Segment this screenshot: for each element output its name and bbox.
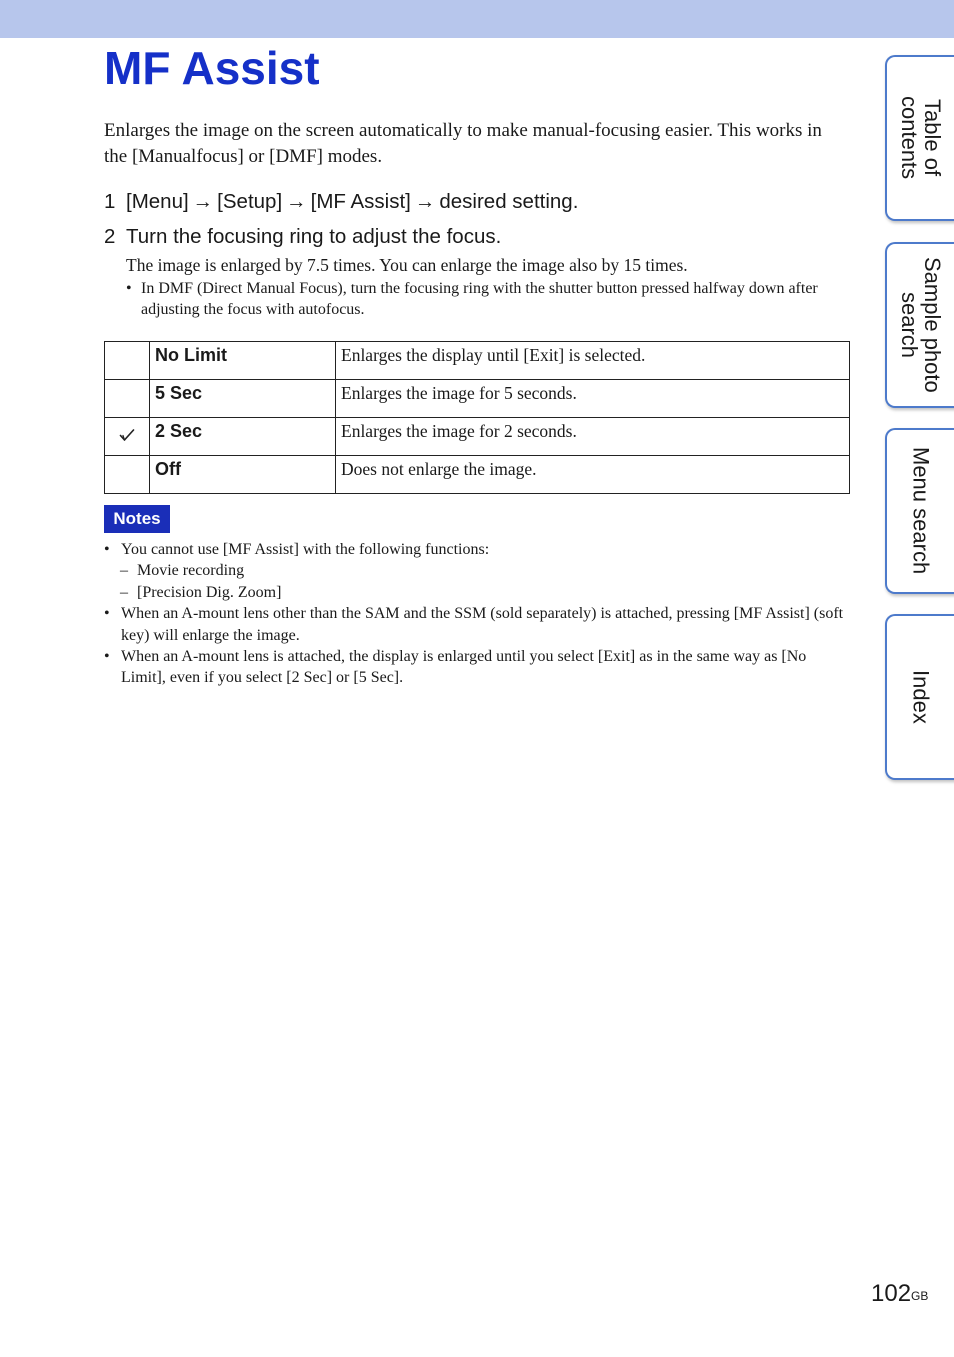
option-row: [105, 380, 850, 418]
step-number: 2: [104, 225, 116, 248]
option-description: Enlarges the image for 2 seconds.: [336, 418, 850, 456]
page-title: MF Assist: [104, 42, 320, 94]
tab-table-of-contents[interactable]: [885, 55, 954, 221]
note-sub-text: Movie recording: [137, 562, 245, 580]
header-band: [0, 0, 954, 38]
step-1: [104, 188, 578, 216]
option-check-cell: [105, 456, 150, 494]
option-description: Does not enlarge the image.: [336, 456, 850, 494]
note-item: [104, 603, 844, 646]
step-2-body: The image is enlarged by 7.5 times. You can enlarge the image also by 15 times.: [126, 255, 688, 275]
note-sub-item: [104, 560, 844, 581]
option-row: [105, 342, 850, 380]
arrow-right-icon: →: [414, 190, 436, 213]
step-2-bullet-text: In DMF (Direct Manual Focus), turn the focusing ring with the shutter button pressed halfway down after adjusting the focus with autofocus.: [141, 280, 818, 318]
intro-paragraph: Enlarges the image on the screen automatically to make manual-focusing easier. This works in the [Manualfocus] or [DMF] modes.: [104, 120, 822, 167]
page-number-suffix: GB: [911, 1289, 929, 1303]
bullet-icon: •: [104, 605, 110, 623]
notes-badge: Notes: [104, 505, 170, 533]
page-number-value: 102: [871, 1280, 912, 1307]
option-description: Enlarges the image for 5 seconds.: [336, 380, 850, 418]
option-description: Enlarges the display until [Exit] is selected.: [336, 342, 850, 380]
option-name: 5 Sec: [150, 380, 336, 418]
arrow-right-icon: →: [286, 190, 307, 213]
tab-menu-search[interactable]: [885, 428, 954, 594]
option-row: [105, 418, 850, 456]
note-item: [104, 539, 844, 560]
tab-label: Menu search: [908, 447, 934, 575]
option-name: Off: [150, 456, 336, 494]
menu-path-mf-assist: [MF Assist]: [310, 190, 411, 213]
tab-sample-photo-search[interactable]: [885, 242, 954, 408]
step-2: [104, 223, 501, 251]
option-check-cell: [105, 380, 150, 418]
notes-list: [104, 539, 844, 689]
dash-icon: –: [120, 583, 128, 601]
tab-label: Table of contents: [897, 96, 945, 180]
step-number: 1: [104, 190, 116, 213]
option-check-cell: [105, 342, 150, 380]
menu-path-setup: [Setup]: [217, 190, 283, 213]
arrow-right-icon: →: [192, 190, 214, 213]
menu-path-setting: desired setting.: [439, 190, 579, 213]
note-text: You cannot use [MF Assist] with the following functions:: [121, 541, 490, 558]
note-item: [104, 646, 844, 689]
checkmark-icon: [119, 428, 135, 442]
menu-path-menu: [Menu]: [126, 190, 189, 213]
option-check-cell: [105, 418, 150, 456]
option-name: No Limit: [150, 342, 336, 380]
note-text: When an A-mount lens is attached, the display is enlarged until you select [Exit] as in the same way as [No Limit], even if you select [2 Sec] or [5 Sec].: [121, 648, 807, 687]
note-sub-text: [Precision Dig. Zoom]: [137, 583, 282, 601]
note-text: When an A-mount lens other than the SAM and the SSM (sold separately) is attached, pressing [MF Assist] (soft key) will enlarge the image.: [121, 605, 844, 644]
bullet-icon: •: [126, 280, 132, 297]
options-table: [104, 341, 850, 494]
tab-index[interactable]: [885, 614, 954, 780]
bullet-icon: •: [104, 648, 110, 666]
option-row: [105, 456, 850, 494]
step-text: Turn the focusing ring to adjust the focus.: [126, 225, 502, 248]
option-name: 2 Sec: [150, 418, 336, 456]
dash-icon: –: [120, 562, 128, 580]
bullet-icon: •: [104, 541, 110, 558]
tab-label: Index: [908, 670, 934, 724]
note-sub-item: [104, 582, 844, 603]
step-2-bullet: [126, 278, 856, 320]
tab-label: Sample photo search: [897, 257, 945, 393]
page-number: [871, 1280, 928, 1308]
